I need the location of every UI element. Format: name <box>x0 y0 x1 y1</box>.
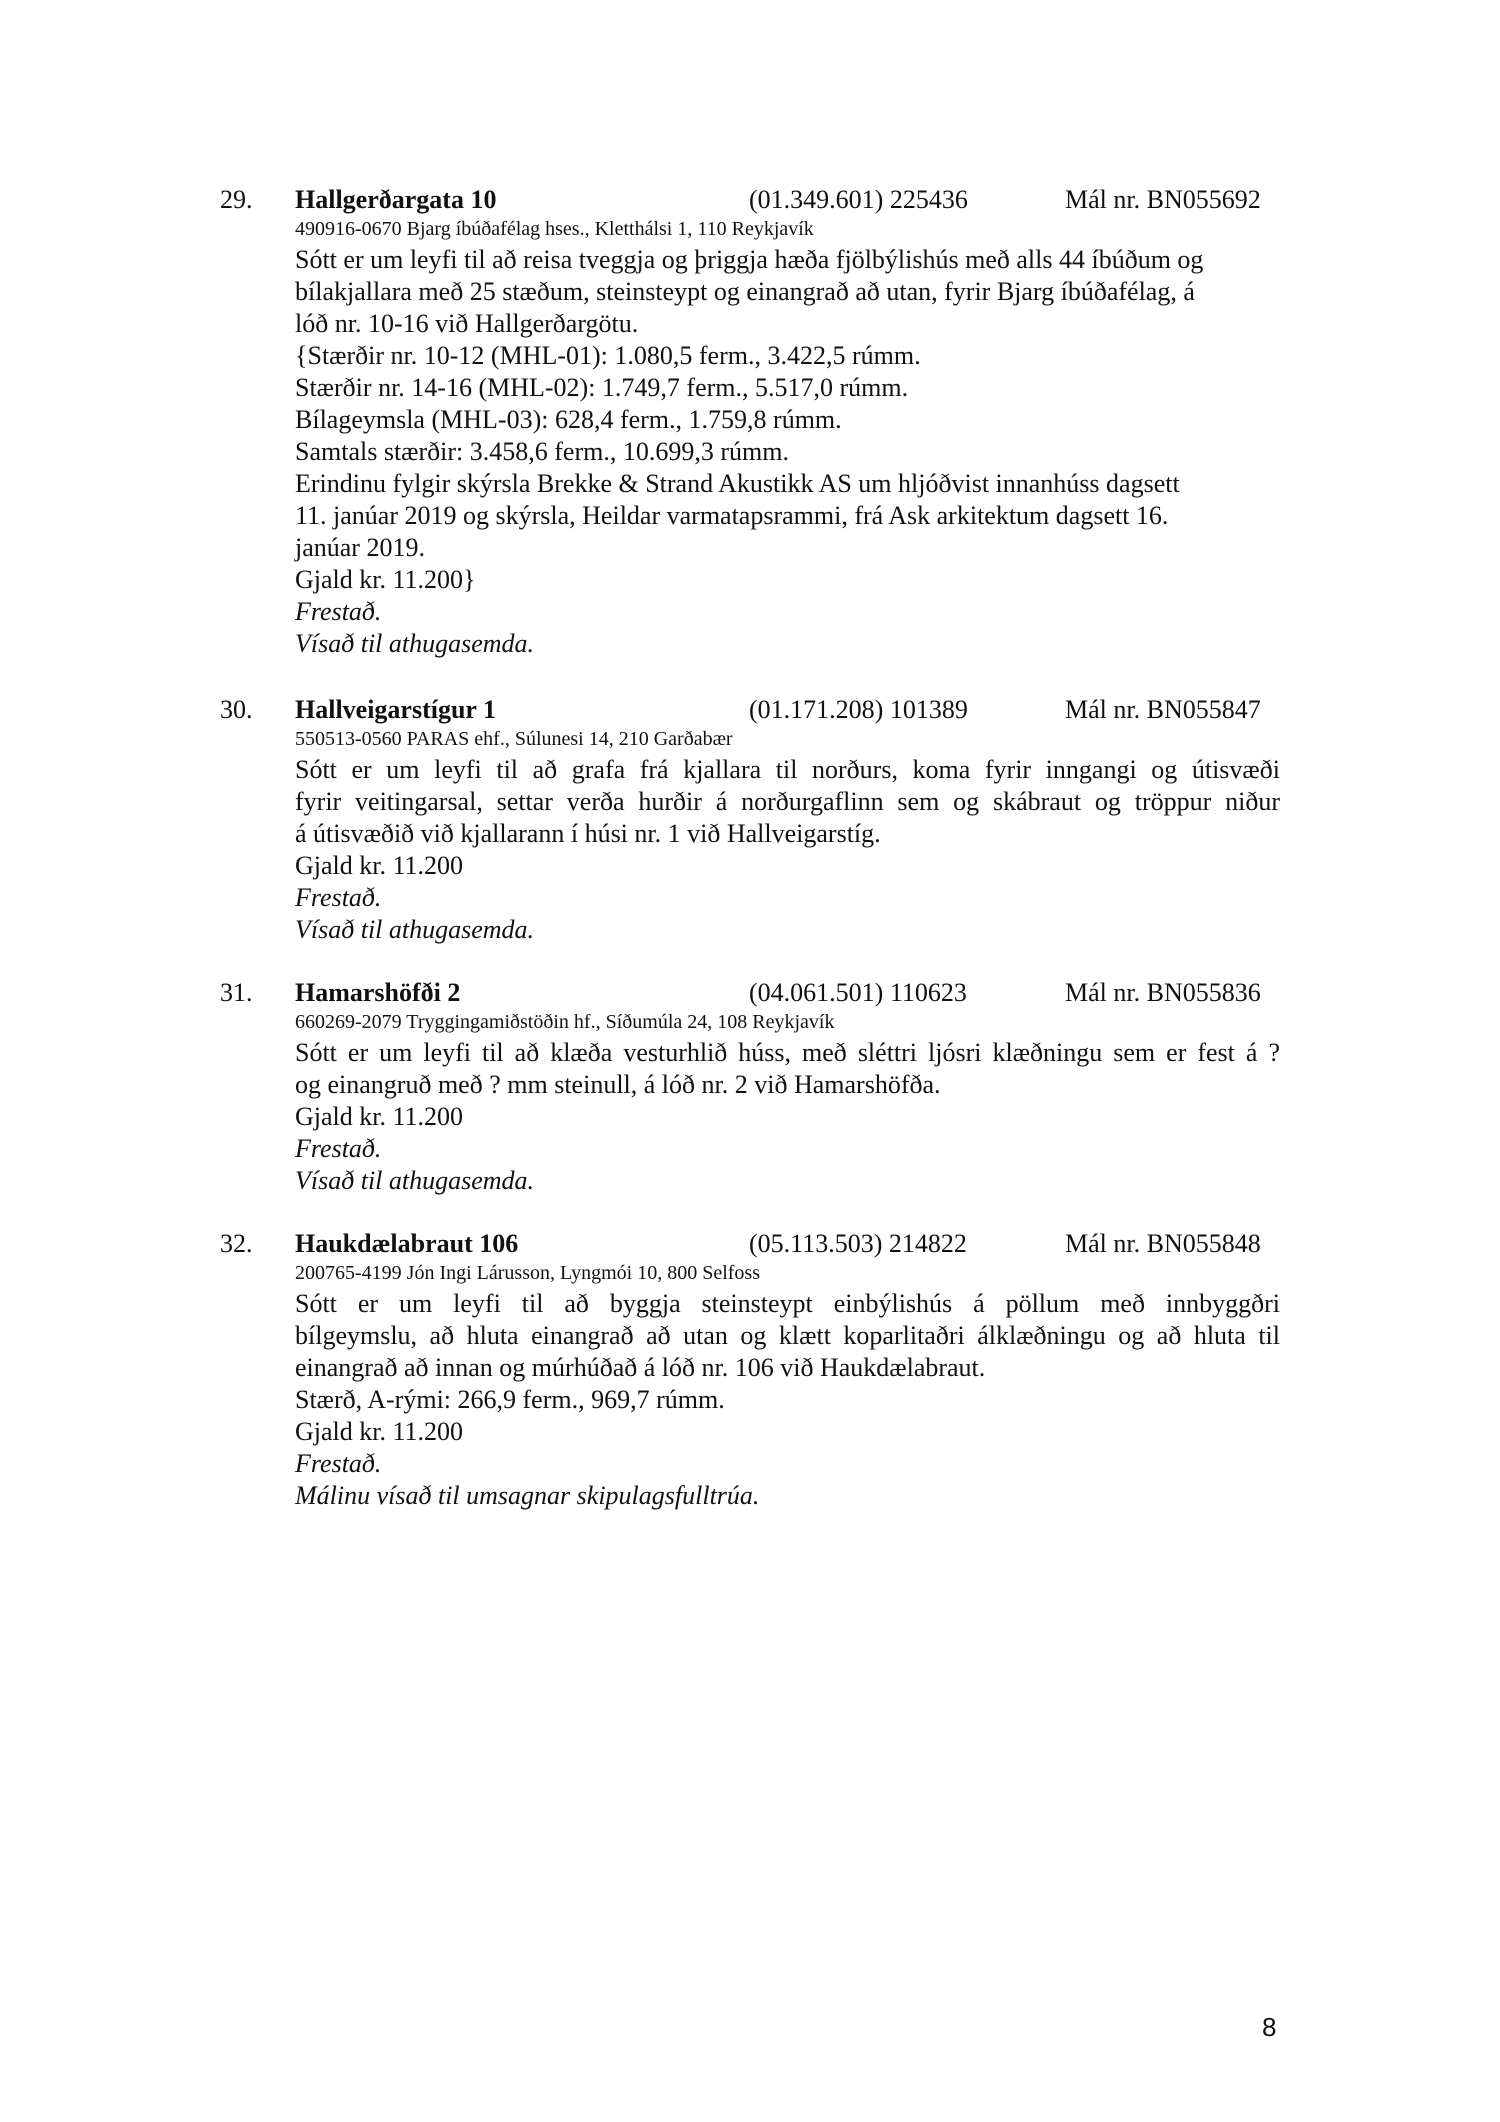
description-line: lóð nr. 10-16 við Hallgerðargötu. <box>295 309 639 338</box>
case-id: Mál nr. BN055847 <box>1065 695 1261 724</box>
description-line: Stærðir nr. 14-16 (MHL-02): 1.749,7 ferm., 5.517,0 rúmm. <box>295 373 909 402</box>
page-number: 8 <box>1262 2012 1277 2042</box>
case-header <box>220 183 1280 217</box>
case-header <box>220 1227 1280 1261</box>
case-item-32 <box>220 1227 1280 1512</box>
description-line: Bílageymsla (MHL-03): 628,4 ferm., 1.759,8 rúmm. <box>295 405 842 434</box>
decision-postponed: Frestað. <box>295 1449 382 1478</box>
fee-line: Gjald kr. 11.200 <box>295 851 464 880</box>
description-line: og einangruð með ? mm steinull, á lóð nr. 2 við Hamarshöfða. <box>295 1070 941 1099</box>
case-id: Mál nr. BN055692 <box>1065 185 1261 214</box>
description-line: Erindinu fylgir skýrsla Brekke & Strand Akustikk AS um hljóðvist innanhúss dagsett <box>295 469 1180 498</box>
case-address: Hallgerðargata 10 <box>295 185 497 214</box>
case-reference: (01.171.208) 101389 <box>749 695 968 724</box>
applicant: 550513-0560 PARAS ehf., Súlunesi 14, 210 Garðabær <box>295 728 733 750</box>
case-id: Mál nr. BN055848 <box>1065 1229 1261 1258</box>
case-number-index: 32. <box>220 1229 253 1258</box>
description-line: bílgeymslu, að hluta einangrað að utan og klætt koparlitaðri álklæðningu og að hluta til <box>295 1321 1280 1350</box>
fee-line: Gjald kr. 11.200} <box>295 565 476 594</box>
decision-postponed: Frestað. <box>295 597 382 626</box>
description-line: bílakjallara með 25 stæðum, steinsteypt og einangrað að utan, fyrir Bjarg íbúðafélag, á <box>295 277 1195 306</box>
description-line: Sótt er um leyfi til að klæða vesturhlið húss, með sléttri ljósri klæðningu sem er fest á ? <box>295 1038 1280 1067</box>
decision-postponed: Frestað. <box>295 1134 382 1163</box>
description-line: Sótt er um leyfi til að byggja steinsteypt einbýlishús á pöllum með innbyggðri <box>295 1289 1280 1318</box>
decision-postponed: Frestað. <box>295 883 382 912</box>
description-line: {Stærðir nr. 10-12 (MHL-01): 1.080,5 ferm., 3.422,5 rúmm. <box>295 341 921 370</box>
case-item-31 <box>220 976 1280 1197</box>
case-body <box>295 217 1280 660</box>
applicant: 660269-2079 Tryggingamiðstöðin hf., Síðumúla 24, 108 Reykjavík <box>295 1011 835 1033</box>
case-reference: (04.061.501) 110623 <box>749 978 967 1007</box>
applicant: 200765-4199 Jón Ingi Lárusson, Lyngmói 10, 800 Selfoss <box>295 1262 760 1284</box>
decision-referred: Vísað til athugasemda. <box>295 1166 535 1195</box>
description-line: fyrir veitingarsal, settar verða hurðir á norðurgaflinn sem og skábraut og tröppur niður <box>295 787 1280 816</box>
case-number-index: 29. <box>220 185 253 214</box>
size-line: Stærð, A-rými: 266,9 ferm., 969,7 rúmm. <box>295 1385 725 1414</box>
case-header <box>220 693 1280 727</box>
description-line: einangrað að innan og múrhúðað á lóð nr. 106 við Haukdælabraut. <box>295 1353 986 1382</box>
decision-referred: Málinu vísað til umsagnar skipulagsfulltrúa. <box>295 1481 760 1510</box>
case-number-index: 30. <box>220 695 253 724</box>
description-line: á útisvæðið við kjallarann í húsi nr. 1 við Hallveigarstíg. <box>295 819 881 848</box>
case-reference: (01.349.601) 225436 <box>749 185 968 214</box>
description-line: Samtals stærðir: 3.458,6 ferm., 10.699,3 rúmm. <box>295 437 789 466</box>
description-line: Sótt er um leyfi til að reisa tveggja og þriggja hæða fjölbýlishús með alls 44 íbúðum og <box>295 245 1204 274</box>
case-number-index: 31. <box>220 978 253 1007</box>
case-item-30 <box>220 693 1280 946</box>
description-line: janúar 2019. <box>295 533 425 562</box>
description-line: 11. janúar 2019 og skýrsla, Heildar varmatapsrammi, frá Ask arkitektum dagsett 16. <box>295 501 1169 530</box>
case-body <box>295 727 1280 946</box>
applicant: 490916-0670 Bjarg íbúðafélag hses., Kletthálsi 1, 110 Reykjavík <box>295 218 814 240</box>
decision-referred: Vísað til athugasemda. <box>295 915 535 944</box>
case-item-29 <box>220 183 1280 660</box>
case-body <box>295 1261 1280 1512</box>
fee-line: Gjald kr. 11.200 <box>295 1102 464 1131</box>
fee-line: Gjald kr. 11.200 <box>295 1417 464 1446</box>
case-header <box>220 976 1280 1010</box>
case-body <box>295 1010 1280 1197</box>
case-address: Hallveigarstígur 1 <box>295 695 497 724</box>
case-address: Hamarshöfði 2 <box>295 978 461 1007</box>
decision-referred: Vísað til athugasemda. <box>295 629 535 658</box>
case-address: Haukdælabraut 106 <box>295 1229 519 1258</box>
description-line: Sótt er um leyfi til að grafa frá kjallara til norðurs, koma fyrir inngangi og útisvæði <box>295 755 1280 784</box>
case-reference: (05.113.503) 214822 <box>749 1229 967 1258</box>
case-id: Mál nr. BN055836 <box>1065 978 1261 1007</box>
